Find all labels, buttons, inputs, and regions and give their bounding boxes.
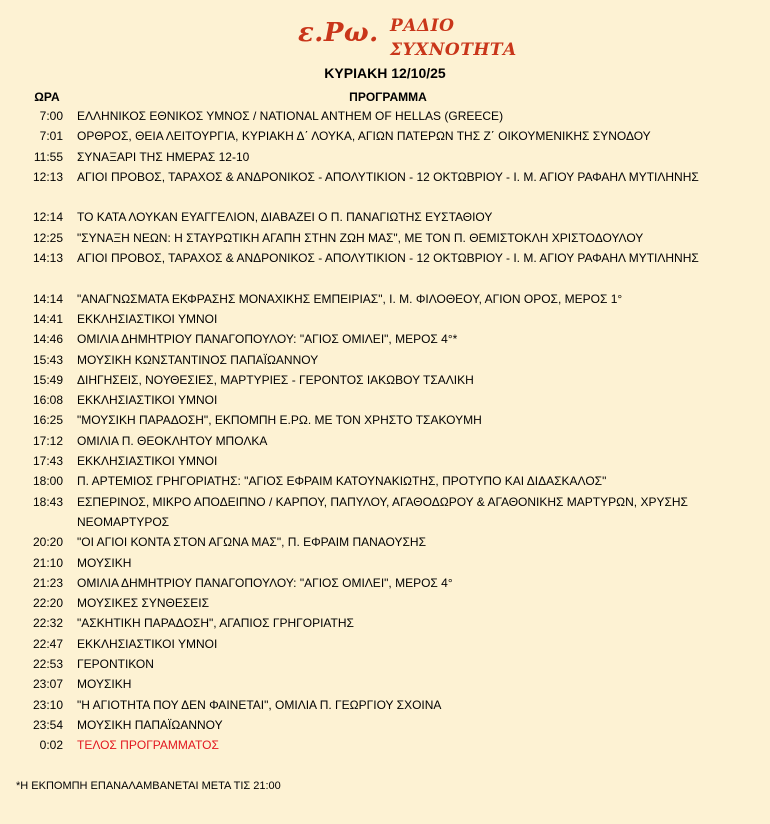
- schedule-row: [0, 329, 770, 349]
- row-title: ΜΟΥΣΙΚΕΣ ΣΥΝΘΕΣΕΙΣ: [77, 596, 210, 611]
- schedule-row: [0, 532, 770, 552]
- row-time: 0:02: [39, 738, 63, 753]
- schedule-row: [0, 167, 770, 208]
- row-time: 7:01: [39, 129, 63, 144]
- schedule-row: [0, 410, 770, 430]
- row-title: ΑΓΙΟΙ ΠΡΟΒΟΣ, ΤΑΡΑΧΟΣ & ΑΝΔΡΟΝΙΚΟΣ - ΑΠΟΛΥΤΙΚΙΟΝ - 12 ΟΚΤΩΒΡΙΟΥ - Ι. Μ. ΑΓΙΟΥ ΡΑΦΑΗΛ ΜΥΤΙΛΗΝΗΣ: [77, 169, 699, 184]
- row-time: 23:54: [32, 717, 63, 732]
- row-time: 14:46: [32, 332, 63, 347]
- row-title: ΤΟ ΚΑΤΑ ΛΟΥΚΑΝ ΕΥΑΓΓΕΛΙΟΝ, ΔΙΑΒΑΖΕΙ Ο Π. ΠΑΝΑΓΙΩΤΗΣ ΕΥΣΤΑΘΙΟΥ: [77, 210, 493, 225]
- row-title: ΕΚΚΛΗΣΙΑΣΤΙΚΟΙ ΥΜΝΟΙ: [77, 636, 218, 651]
- row-title: "ΑΣΚΗΤΙΚΗ ΠΑΡΑΔΟΣΗ", ΑΓΑΠΙΟΣ ΓΡΗΓΟΡΙΑΤΗΣ: [77, 616, 354, 631]
- schedule-row: [0, 309, 770, 329]
- schedule-row: [0, 593, 770, 613]
- row-title: "ΑΝΑΓΝΩΣΜΑΤΑ ΕΚΦΡΑΣΗΣ ΜΟΝΑΧΙΚΗΣ ΕΜΠΕΙΡΙΑΣ", Ι. Μ. ΦΙΛΟΘΕΟΥ, ΑΓΙΟΝ ΟΡΟΣ, ΜΕΡΟΣ 1°: [77, 291, 623, 306]
- row-title: ΕΚΚΛΗΣΙΑΣΤΙΚΟΙ ΥΜΝΟΙ: [77, 393, 218, 408]
- schedule-row: [0, 207, 770, 227]
- row-title: ΕΚΚΛΗΣΙΑΣΤΙΚΟΙ ΥΜΝΟΙ: [77, 454, 218, 469]
- row-title: ΜΟΥΣΙΚΗ: [77, 555, 132, 570]
- row-time: 15:43: [32, 352, 63, 367]
- row-time: 14:13: [32, 251, 63, 266]
- schedule-row: [0, 613, 770, 633]
- row-time: 15:49: [32, 372, 63, 387]
- row-time: 23:10: [32, 697, 63, 712]
- row-time: 16:08: [32, 393, 63, 408]
- row-title: "ΟΙ ΑΓΙΟΙ ΚΟΝΤΑ ΣΤΟΝ ΑΓΩΝΑ ΜΑΣ", Π. ΕΦΡΑΙΜ ΠΑΝΑΟΥΣΗΣ: [77, 535, 427, 550]
- schedule-row: [0, 370, 770, 390]
- row-time: 20:20: [32, 535, 63, 550]
- schedule-row: [0, 695, 770, 715]
- row-title: ΟΜΙΛΙΑ Π. ΘΕΟΚΛΗΤΟΥ ΜΠΟΛΚΑ: [77, 433, 268, 448]
- schedule-row: [0, 289, 770, 309]
- row-time: 22:47: [32, 636, 63, 651]
- row-title: "ΜΟΥΣΙΚΗ ΠΑΡΑΔΟΣΗ", ΕΚΠΟΜΠΗ Ε.ΡΩ. ΜΕ ΤΟΝ ΧΡΗΣΤΟ ΤΣΑΚΟΥΜΗ: [77, 413, 482, 428]
- row-time: 17:12: [32, 433, 63, 448]
- row-title: ΟΜΙΛΙΑ ΔΗΜΗΤΡΙΟΥ ΠΑΝΑΓΟΠΟΥΛΟΥ: "ΑΓΙΟΣ ΟΜΙΛΕΙ", ΜΕΡΟΣ 4°*: [77, 332, 458, 347]
- schedule-row: [0, 147, 770, 167]
- schedule-row: [0, 248, 770, 289]
- row-title: ΜΟΥΣΙΚΗ ΠΑΠΑΪΩΑΝΝΟΥ: [77, 717, 223, 732]
- station-header: [0, 12, 770, 64]
- row-time: 14:41: [32, 311, 63, 326]
- schedule-row: [0, 573, 770, 593]
- row-title: "Η ΑΓΙΟΤΗΤΑ ΠΟΥ ΔΕΝ ΦΑΙΝΕΤΑΙ", ΟΜΙΛΙΑ Π. ΓΕΩΡΓΙΟΥ ΣΧΟΙΝΑ: [77, 697, 442, 712]
- row-title: ΕΣΠΕΡΙΝΟΣ, ΜΙΚΡΟ ΑΠΟΔΕΙΠΝΟ / ΚΑΡΠΟΥ, ΠΑΠΥΛΟΥ, ΑΓΑΘΟΔΩΡΟΥ & ΑΓΑΘΟΝΙΚΗΣ ΜΑΡΤΥΡΩΝ, ΧΡΥΣΗΣ ΝΕΟΜΑΡΤΥΡΟΣ: [77, 494, 688, 529]
- row-time: 23:07: [32, 677, 63, 692]
- row-time: 18:43: [32, 494, 63, 509]
- row-title: ΜΟΥΣΙΚΗ ΚΩΝΣΤΑΝΤΙΝΟΣ ΠΑΠΑΪΩΑΝΝΟΥ: [77, 352, 319, 367]
- row-title: ΣΥΝΑΞΑΡΙ ΤΗΣ ΗΜΕΡΑΣ 12-10: [77, 149, 250, 164]
- row-time: 12:25: [32, 230, 63, 245]
- schedule-row: [0, 350, 770, 370]
- program-column-header: ΠΡΟΓΡΑΜΜΑ: [349, 90, 427, 104]
- rebroadcast-footnote: *Η ΕΚΠΟΜΠΗ ΕΠΑΝΑΛΑΜΒΑΝΕΤΑΙ ΜΕΤΑ ΤΙΣ 21:00: [16, 780, 281, 792]
- schedule-row: [0, 715, 770, 735]
- schedule-row: [0, 634, 770, 654]
- row-time: 22:20: [32, 596, 63, 611]
- row-title: ΓΕΡΟΝΤΙΚΟΝ: [77, 657, 154, 672]
- schedule-date: ΚΥΡΙΑΚΗ 12/10/25: [324, 65, 446, 81]
- schedule-row: [0, 674, 770, 694]
- row-title: ΕΛΛΗΝΙΚΟΣ ΕΘΝΙΚΟΣ ΥΜΝΟΣ / NATIONAL ANTHEM OF HELLAS (GREECE): [77, 109, 504, 123]
- row-title: ΔΙΗΓΗΣΕΙΣ, ΝΟΥΘΕΣΙΕΣ, ΜΑΡΤΥΡΙΕΣ - ΓΕΡΟΝΤΟΣ ΙΑΚΩΒΟΥ ΤΣΑΛΙΚΗ: [77, 372, 474, 387]
- row-title: ΟΜΙΛΙΑ ΔΗΜΗΤΡΙΟΥ ΠΑΝΑΓΟΠΟΥΛΟΥ: "ΑΓΙΟΣ ΟΜΙΛΕΙ", ΜΕΡΟΣ 4°: [77, 575, 453, 590]
- row-time: 17:43: [32, 454, 63, 469]
- schedule-row-end: [0, 735, 770, 755]
- schedule-row: [0, 390, 770, 410]
- schedule-row: [0, 106, 770, 126]
- row-time: 16:25: [32, 413, 63, 428]
- schedule-row: [0, 492, 770, 533]
- row-time: 18:00: [32, 474, 63, 489]
- schedule-row: [0, 471, 770, 491]
- row-time: 7:00: [39, 109, 63, 123]
- row-time: 21:10: [32, 555, 63, 570]
- row-time: 21:23: [32, 575, 63, 590]
- row-time: 11:55: [33, 149, 63, 164]
- row-title-end: ΤΕΛΟΣ ΠΡΟΓΡΑΜΜΑΤΟΣ: [77, 738, 219, 753]
- row-time: 22:32: [32, 616, 63, 631]
- schedule-table: [0, 106, 770, 756]
- schedule-row: [0, 451, 770, 471]
- row-title: ΕΚΚΛΗΣΙΑΣΤΙΚΟΙ ΥΜΝΟΙ: [77, 311, 218, 326]
- schedule-row: [0, 228, 770, 248]
- row-title: "ΣΥΝΑΞΗ ΝΕΩΝ: Η ΣΤΑΥΡΩΤΙΚΗ ΑΓΑΠΗ ΣΤΗΝ ΖΩΗ ΜΑΣ", ΜΕ ΤΟΝ Π. ΘΕΜΙΣΤΟΚΛΗ ΧΡΙΣΤΟΔΟΥΛΟΥ: [77, 230, 644, 245]
- schedule-row: [0, 553, 770, 573]
- row-title: ΑΓΙΟΙ ΠΡΟΒΟΣ, ΤΑΡΑΧΟΣ & ΑΝΔΡΟΝΙΚΟΣ - ΑΠΟΛΥΤΙΚΙΟΝ - 12 ΟΚΤΩΒΡΙΟΥ - Ι. Μ. ΑΓΙΟΥ ΡΑΦΑΗΛ ΜΥΤΙΛΗΝΗΣ: [77, 251, 699, 266]
- row-title: ΟΡΘΡΟΣ, ΘΕΙΑ ΛΕΙΤΟΥΡΓΙΑ, ΚΥΡΙΑΚΗ Δ΄ ΛΟΥΚΑ, ΑΓΙΩΝ ΠΑΤΕΡΩΝ ΤΗΣ Ζ΄ ΟΙΚΟΥΜΕΝΙΚΗΣ ΣΥΝΟΔΟΥ: [77, 129, 651, 144]
- row-title: ΜΟΥΣΙΚΗ: [77, 677, 132, 692]
- schedule-row: [0, 654, 770, 674]
- station-logo: ε.Ρω.: [298, 18, 379, 48]
- schedule-row: [0, 126, 770, 146]
- row-time: 12:14: [32, 210, 63, 225]
- row-time: 22:53: [32, 657, 63, 672]
- logo-subtitle-radio: ΡΑΔΙΟ: [390, 16, 455, 36]
- logo-subtitle-frequency: ΣΥΧΝΟΤΗΤΑ: [390, 40, 517, 60]
- row-title: Π. ΑΡΤΕΜΙΟΣ ΓΡΗΓΟΡΙΑΤΗΣ: "ΑΓΙΟΣ ΕΦΡΑΙΜ ΚΑΤΟΥΝΑΚΙΩΤΗΣ, ΠΡΟΤΥΠΟ ΚΑΙ ΔΙΔΑΣΚΑΛΟΣ": [77, 474, 607, 489]
- row-time: 12:13: [32, 169, 63, 184]
- time-column-header: ΩΡΑ: [34, 90, 60, 104]
- row-time: 14:14: [32, 291, 63, 306]
- schedule-row: [0, 431, 770, 451]
